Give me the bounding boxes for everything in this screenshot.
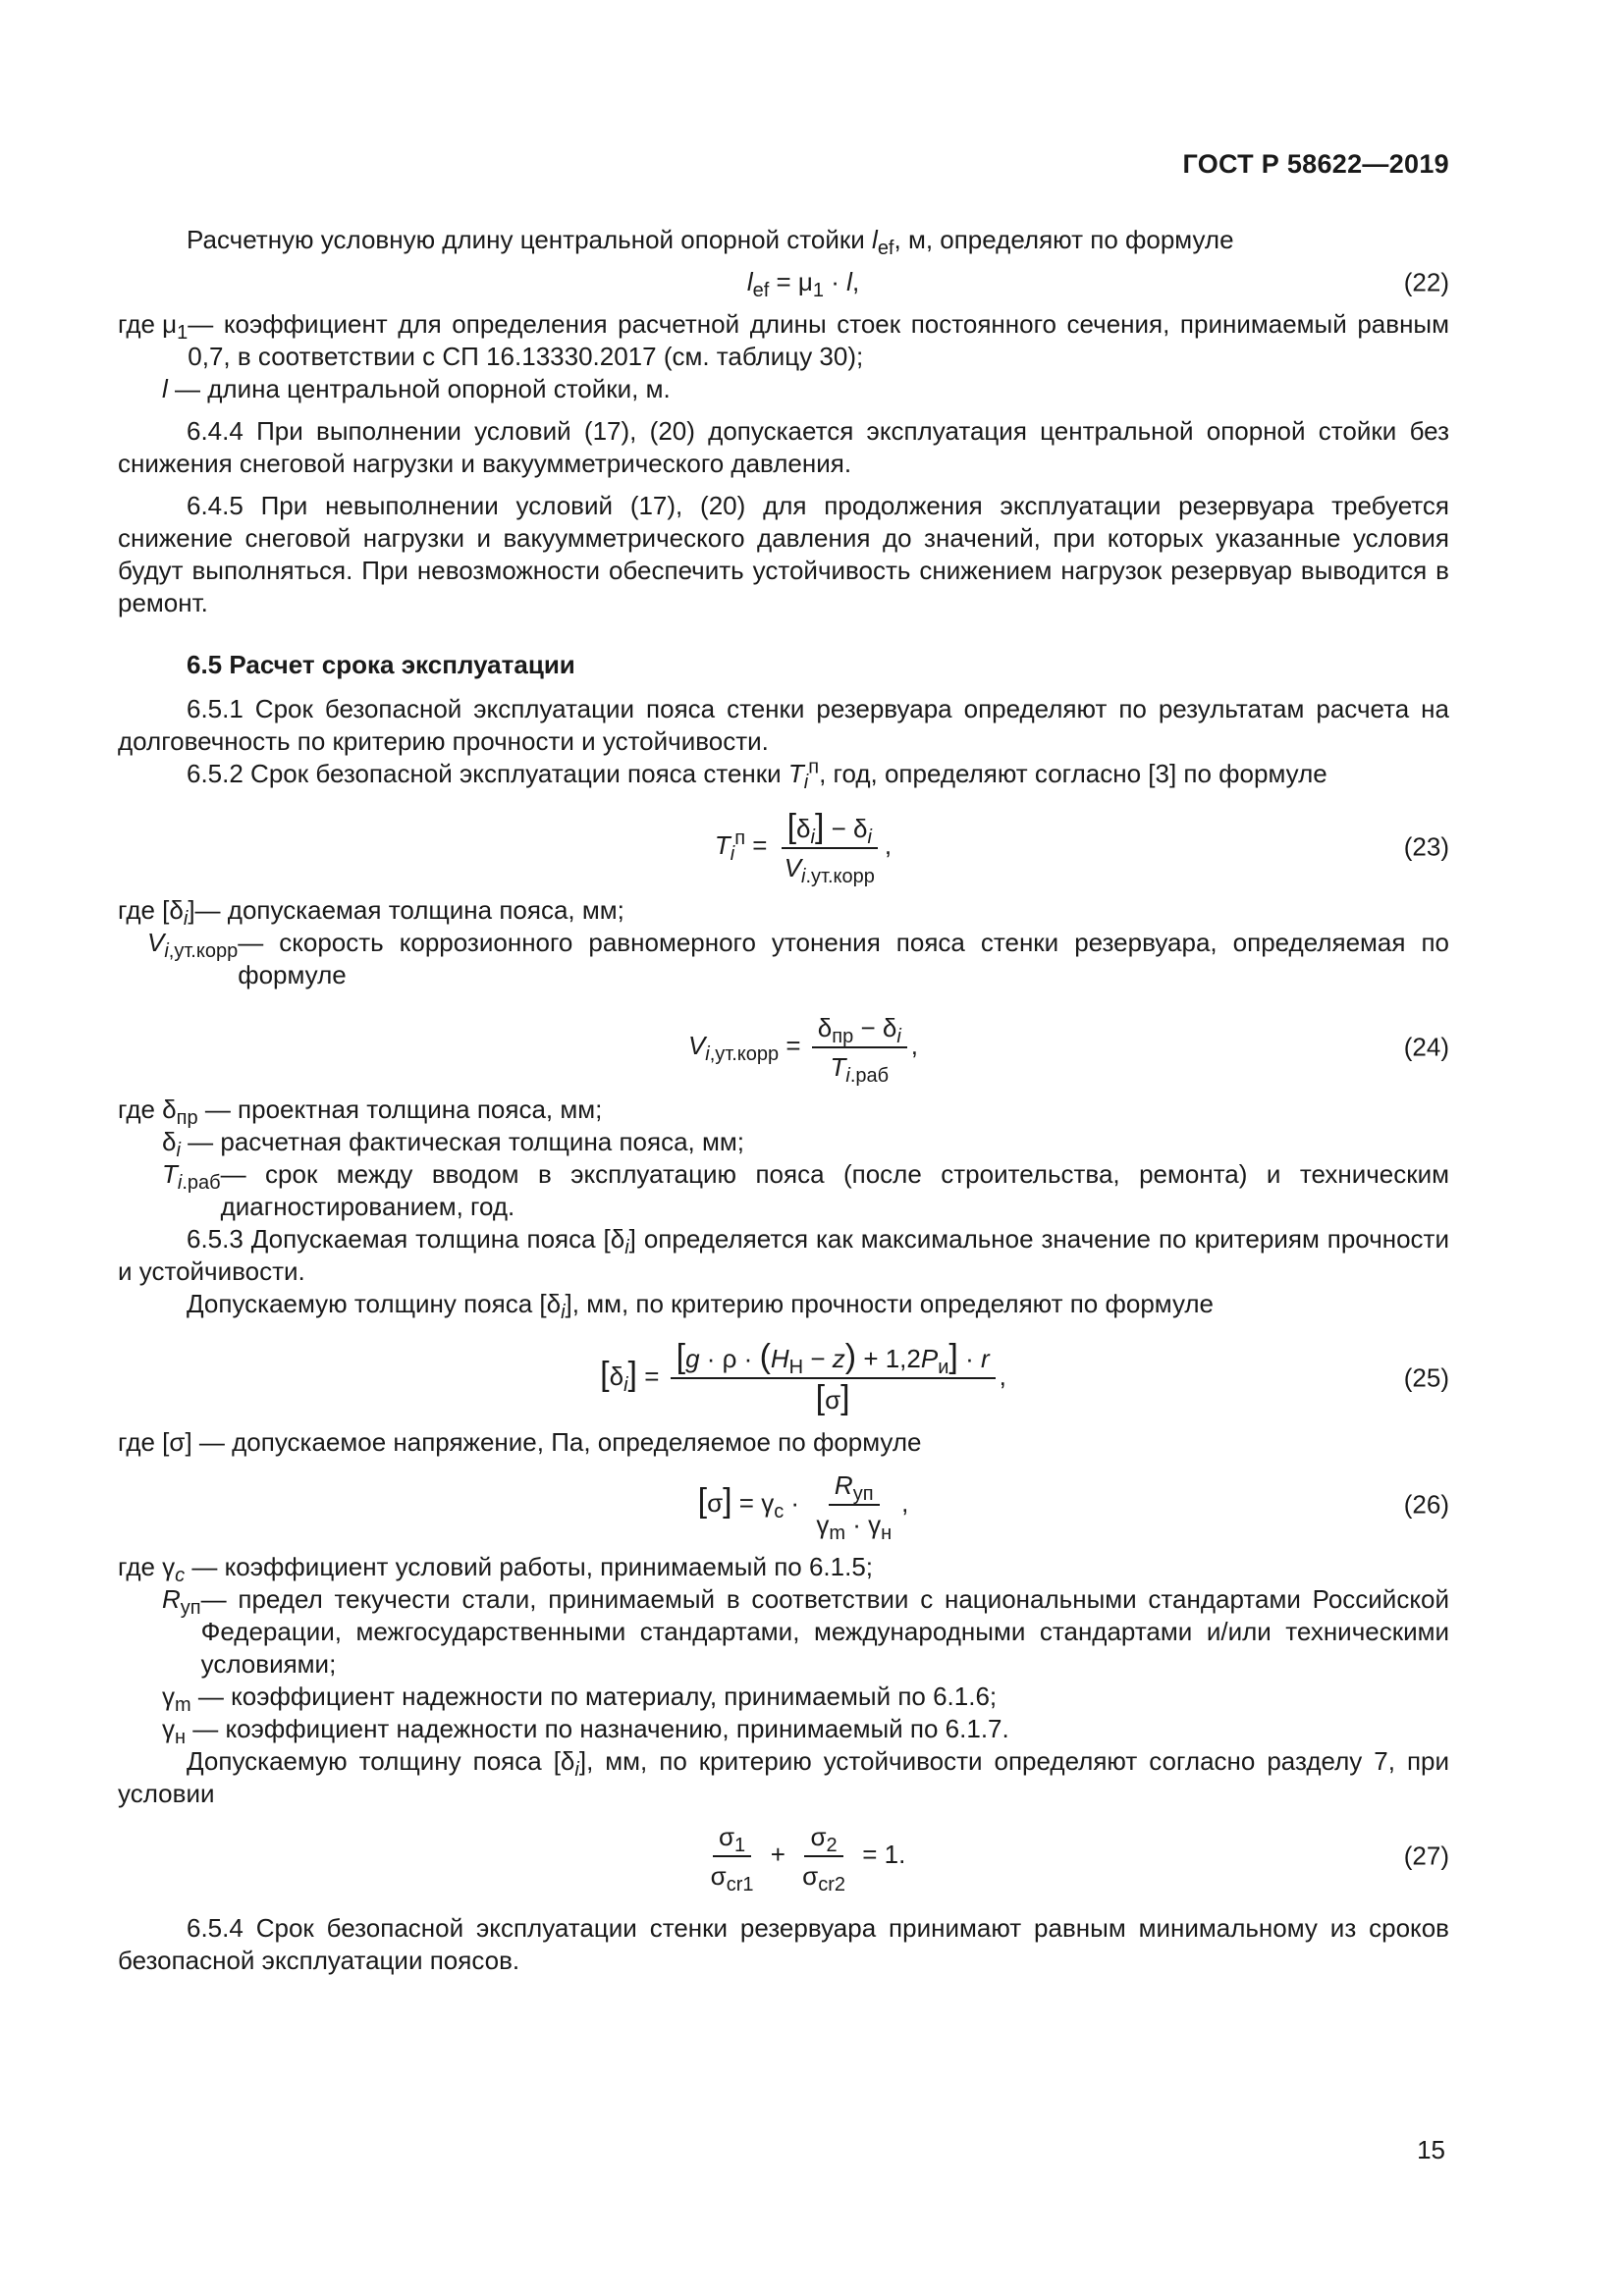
formula-23: $T_i^п$ = $\frac{[\delta_i] - \delta_i}{V_{i.ут.корр}}$ , (23) [714,808,1449,888]
formula-25: $[\delta_i]$ = $\frac{[g \cdot \rho \cdot (H_Н - z) + 1,2P_и] \cdot r}{[\sigma]}$ , (25) [600,1338,1449,1416]
formula-number: (26) [1403,1489,1449,1520]
definition-allowable-stress: где [σ] — допускаемое напряжение, Па, определяемое по формуле [118,1427,922,1457]
formula-number: (24) [1403,1032,1449,1062]
definition-corrosion-rate: $V_{i,ут.корр}$ — скорость коррозионного равномерного утонения пояса стенки резервуара, определяемая по формуле [147,928,1449,989]
formula-number: (25) [1403,1362,1449,1393]
definition-gamma-n: $\gamma_н$ — коэффициент надежности по назначению, принимаемый по 6.1.7. [162,1714,1009,1749]
formula-27: $\frac{\sigma_1}{\sigma_{cr1}}$ + $\frac{\sigma_2}{\sigma_{cr2}}$ = 1. (27) [710,1822,1449,1896]
definition-actual-thickness: $\delta_i$ — расчетная фактическая толщина пояса, мм; [162,1127,744,1162]
definition-gamma-m: $\gamma_m$ — коэффициент надежности по материалу, принимаемый по 6.1.6; [162,1682,998,1717]
paragraph-6-5-1: 6.5.1 Срок безопасной эксплуатации пояса стенки резервуара определяют по результатам расчета на долговечность по критерию прочности и устойчивости. [118,694,1449,756]
formula-number: (22) [1403,267,1449,296]
paragraph-strength-criterion: Допускаемую толщину пояса $[\delta_i]$, мм, по критерию прочности определяют по формуле [187,1289,1215,1324]
paragraph-6-4-4: 6.4.4 При выполнении условий (17), (20) допускается эксплуатация центральной опорной стойки без снижения снеговой нагрузки и вакуумметрического давления. [118,416,1449,478]
paragraph-6-5-3: 6.5.3 Допускаемая толщина пояса $[\delta_i]$ определяется как максимальное значение по критериям прочности и устойчивости. [118,1224,1449,1286]
definition-service-period: $T_{i.раб}$ — срок между вводом в эксплуатацию пояса (после строительства, ремонта) и техническим диагностированием, год. [162,1159,1449,1221]
definition-l: l — длина центральной опорной стойки, м. [162,374,671,403]
definition-allowable-thickness: где $[\delta_i]—$ допускаемая толщина пояса, мм; [118,895,624,931]
formula-number: (27) [1403,1841,1449,1871]
section-title-6-5: 6.5 Расчет срока эксплуатации [187,650,575,679]
paragraph-6-4-5: 6.4.5 При невыполнении условий (17), (20) для продолжения эксплуатации резервуара требуется снижение снеговой нагрузки и вакуумметрического давления до значений, при которых указанные условия будут выполняться. При невозможности обеспечить устойчивость снижением нагрузок резервуар выводится в ремонт. [118,491,1449,617]
paragraph-stability-criterion: Допускаемую толщину пояса $[\delta_i]$, мм, по критерию устойчивости определяют согласно разделу 7, при условии [118,1746,1450,1808]
definition-design-thickness: где $\delta_{пр}$ — проектная толщина пояса, мм; [118,1095,603,1130]
paragraph-length-intro: Расчетную условную длину центральной опорной стойки $l_{ef}$, м, определяют по формуле [187,225,1234,260]
paragraph-6-5-4: 6.5.4 Срок безопасной эксплуатации стенки резервуара принимают равным минимальному из сроков безопасной эксплуатации поясов. [118,1913,1449,1975]
paragraph-6-5-2: 6.5.2 Срок безопасной эксплуатации пояса стенки $T_i^п$, год, определяют согласно [3] по формуле [187,756,1327,794]
page-number: 15 [1417,2135,1445,2164]
definition-gamma-c: где $\gamma_c$ — коэффициент условий работы, принимаемый по 6.1.5; [118,1552,874,1587]
formula-24: $V_{i,ут.корр}$ = $\frac{\delta_{пр} - \delta_i}{T_{i.раб}}$ , (24) [687,1013,1449,1088]
page-content [118,224,1449,1977]
definition-yield-strength: $R_{уп}$ — предел текучести стали, принимаемый в соответствии с национальными стандартами Российской Федерации, межгосударственными стандартами, международными стандартами и/или техническими условиями; [162,1584,1449,1679]
formula-26: $[\sigma] = \gamma_с$ · $\frac{R_{уп}}{\gamma_m \cdot \gamma_н}$ , (26) [697,1470,1449,1545]
formula-22: $l_{ef} = \mu_1 \cdot l$, (22) [746,267,1449,302]
document-code: ГОСТ Р 58622—2019 [1182,149,1449,179]
definition-mu1: где $\mu_1$ — коэффициент для определения расчетной длины стоек постоянного сечения, принимаемый равным 0,7, в соответствии с СП 16.13330.2017 (см. таблицу 30); [118,309,1449,371]
formula-number: (23) [1403,831,1449,862]
